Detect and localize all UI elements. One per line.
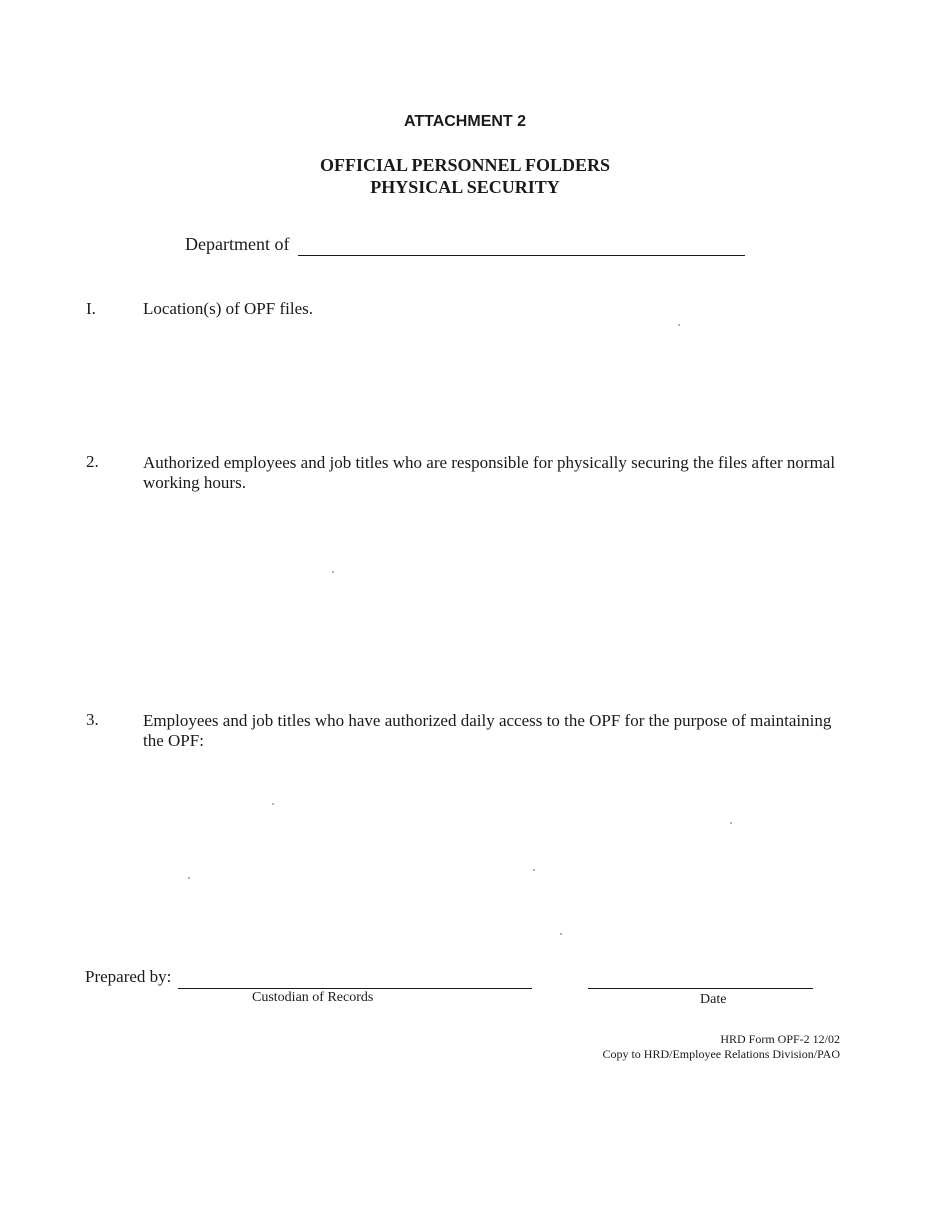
item-2-number: 2. bbox=[86, 452, 99, 471]
form-title-line-1: OFFICIAL PERSONNEL FOLDERS bbox=[319, 155, 611, 175]
scan-speck bbox=[533, 869, 535, 871]
item-2-text: Authorized employees and job titles who are responsible for physically securing the files after normal working hours. bbox=[143, 453, 836, 492]
form-identifier: HRD Form OPF-2 12/02 bbox=[720, 1032, 840, 1046]
date-label: Date bbox=[700, 992, 727, 1007]
scan-speck bbox=[560, 933, 562, 935]
scan-speck bbox=[188, 877, 190, 879]
date-signature-line bbox=[588, 988, 813, 989]
scan-speck bbox=[332, 571, 334, 573]
prepared-by-signature-line bbox=[178, 988, 532, 989]
department-blank-line bbox=[298, 255, 745, 256]
form-title-line-2: PHYSICAL SECURITY bbox=[370, 177, 560, 197]
item-3-number: 3. bbox=[86, 710, 99, 729]
scan-speck bbox=[678, 324, 680, 326]
item-1-number: I. bbox=[86, 299, 96, 318]
item-3-text: Employees and job titles who have authorized daily access to the OPF for the purpose of maintaining the OPF: bbox=[143, 711, 832, 750]
department-label: Department of bbox=[185, 234, 290, 254]
attachment-heading: ATTACHMENT 2 bbox=[403, 113, 527, 130]
scan-speck bbox=[272, 803, 274, 805]
scan-speck bbox=[730, 822, 732, 824]
custodian-label: Custodian of Records bbox=[252, 990, 374, 1005]
copy-to-note: Copy to HRD/Employee Relations Division/PAO bbox=[602, 1047, 840, 1061]
prepared-by-label: Prepared by: bbox=[85, 967, 172, 986]
item-1-text: Location(s) of OPF files. bbox=[143, 299, 313, 318]
